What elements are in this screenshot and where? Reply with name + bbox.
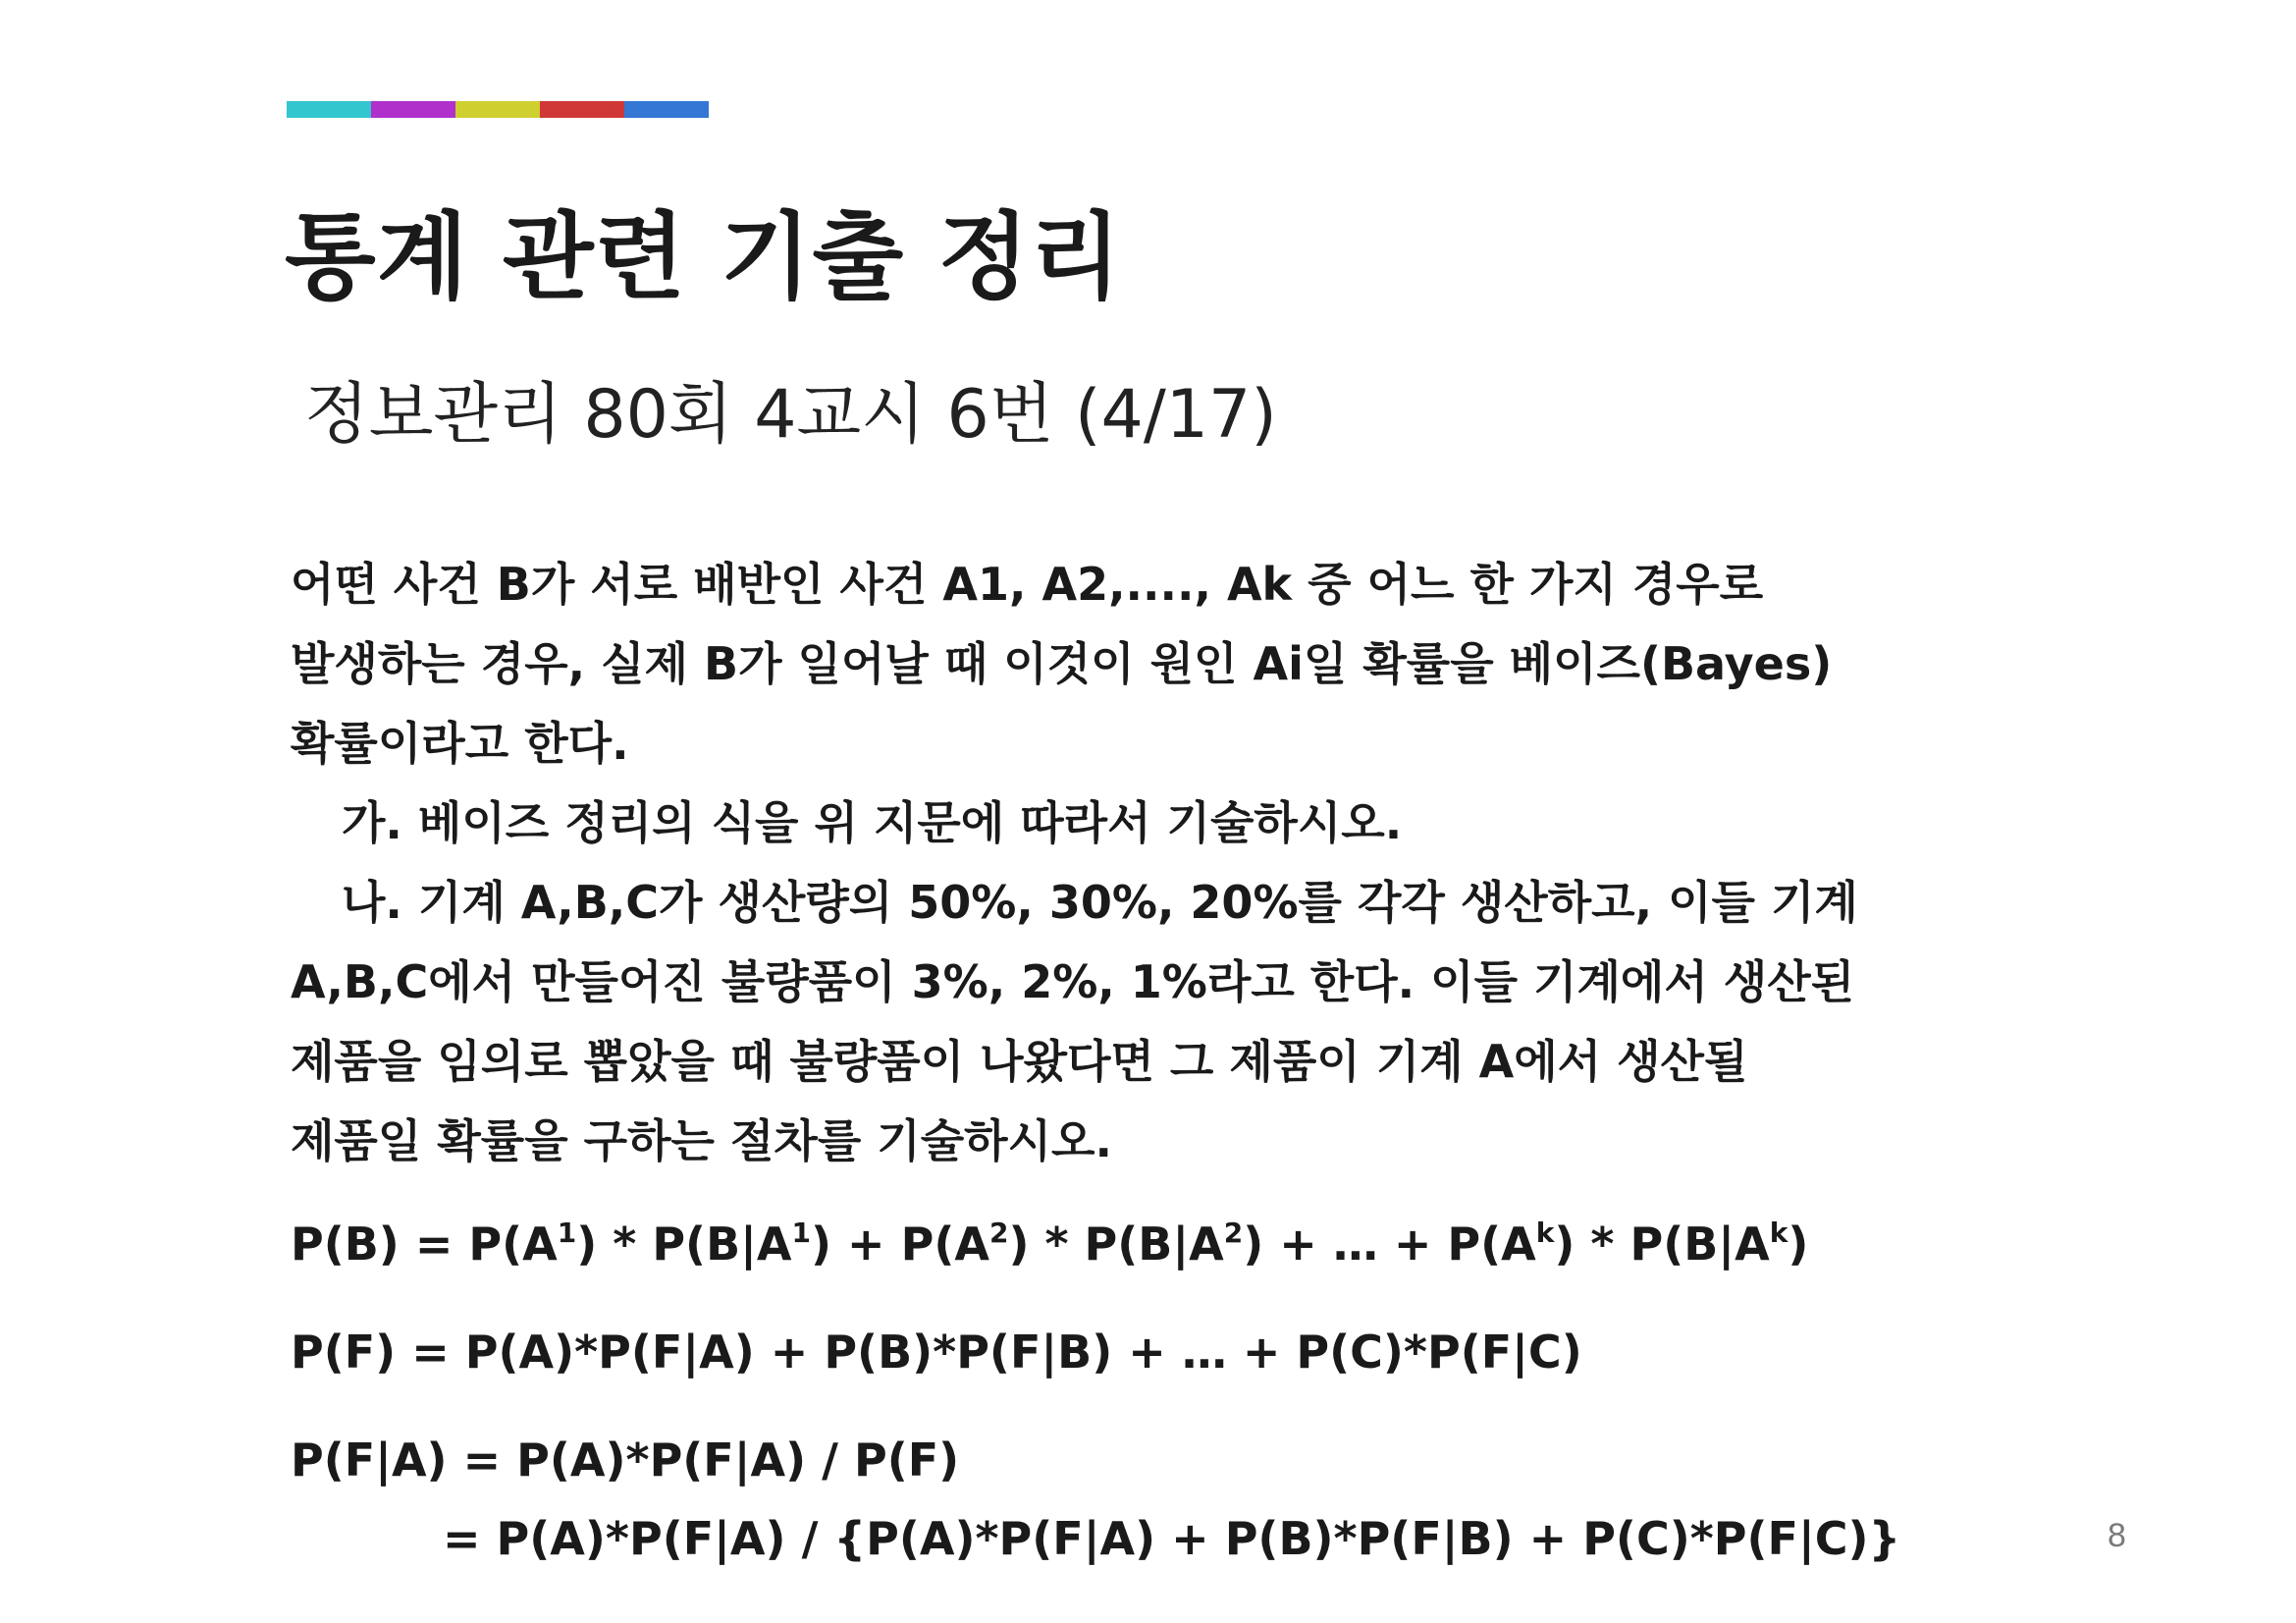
posterior-formula-expanded: = P(A)*P(F|A) / {P(A)*P(F|A) + P(B)*P(F|B) + P(C)*P(F|C)}: [443, 1512, 1901, 1565]
defect-total-probability-formula: P(F) = P(A)*P(F|A) + P(B)*P(F|B) + … + P(C)*P(F|C): [291, 1325, 1582, 1379]
question-line: 발생하는 경우, 실제 B가 일어날 때 이것이 원인 Ai일 확률을 베이즈(Bayes): [291, 637, 1833, 690]
bayes-total-probability-formula: $P(B) = P(A^1) * P(B|A^1) + P(A^2) * P(B|A^2)$ + … + $P(A^k) * P(B|A^k)$: [291, 1217, 1809, 1271]
posterior-formula: P(F|A) = P(A)*P(F|A) / P(F): [291, 1434, 960, 1487]
accent-segment-red: [540, 101, 624, 118]
accent-color-bar: [287, 101, 709, 118]
slide-subtitle: 정보관리 80회 4교시 6번 (4/17): [304, 376, 1277, 454]
question-line: 확률이라고 한다.: [291, 717, 629, 770]
question-line: 어떤 사건 B가 서로 배반인 사건 A1, A2,...., Ak 중 어느 한 가지 경우로: [291, 558, 1764, 611]
question-line: 제품을 임의로 뽑았을 때 불량품이 나왔다면 그 제품이 기계 A에서 생산될: [291, 1035, 1748, 1088]
accent-segment-purple: [371, 101, 455, 118]
question-text: [291, 545, 1959, 1181]
question-item-ga: 가. 베이즈 정리의 식을 위 지문에 따라서 기술하시오.: [342, 796, 1403, 849]
accent-segment-cyan: [287, 101, 371, 118]
question-line: A,B,C에서 만들어진 불량품이 3%, 2%, 1%라고 한다. 이들 기계에서 생산된: [291, 955, 1855, 1008]
accent-segment-yellow: [455, 101, 540, 118]
question-line: 제품일 확률을 구하는 절차를 기술하시오.: [291, 1114, 1112, 1167]
question-item-na: 나. 기계 A,B,C가 생산량의 50%, 30%, 20%를 각각 생산하고, 이들 기계: [342, 876, 1858, 929]
slide-title: 통계 관련 기출 정리: [285, 202, 1123, 312]
accent-segment-blue: [624, 101, 709, 118]
page-number: 8: [2108, 1517, 2126, 1554]
